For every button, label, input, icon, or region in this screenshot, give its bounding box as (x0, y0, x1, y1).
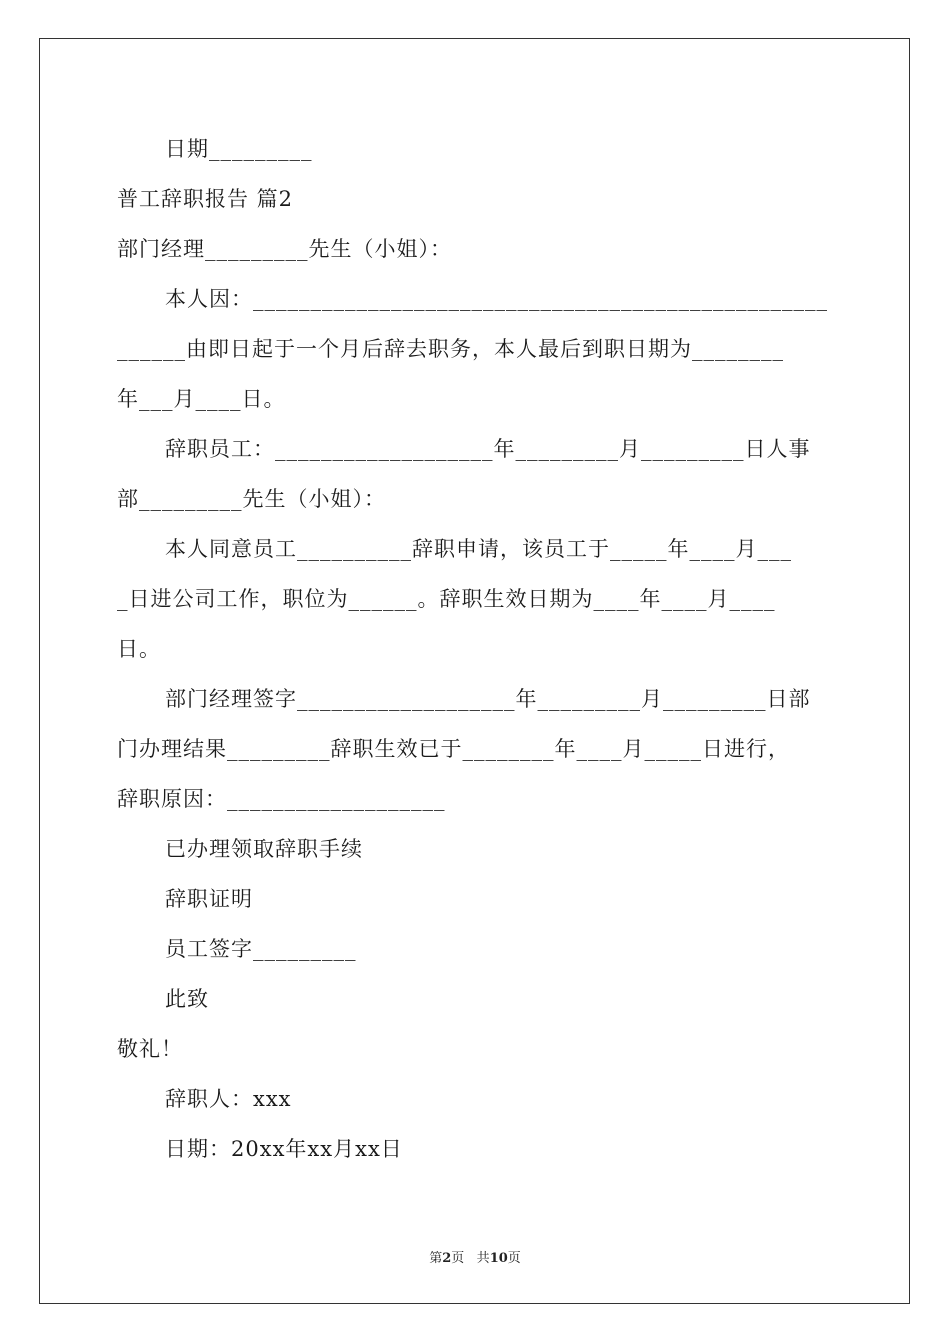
section-heading: 普工辞职报告 篇2 (117, 187, 294, 211)
position-line: _日进公司工作，职位为______。辞职生效日期为____年____月____ (117, 587, 776, 611)
certificate-line: 辞职证明 (165, 887, 253, 911)
hr-salutation-line: 部_________先生（小姐）： (117, 487, 386, 511)
total-pages: 10 (489, 1251, 508, 1266)
final-date-line: 日期：20xx年xx月xx日 (165, 1137, 403, 1161)
closing-line: 此致 (165, 987, 209, 1011)
procedure-line: 已办理领取辞职手续 (165, 837, 363, 861)
resignation-text-line: ______由即日起于一个月后辞去职务，本人最后到职日期为________ (117, 337, 784, 361)
page-footer (0, 1247, 950, 1266)
employee-signature-line: 员工签字_________ (165, 937, 357, 961)
total-suffix: 页 (507, 1251, 521, 1266)
reason-line: 本人因：__________________________________________________ (165, 287, 828, 311)
date-line: 日期_________ (165, 137, 313, 161)
page-suffix: 页 (451, 1251, 465, 1266)
approval-line: 本人同意员工__________辞职申请，该员工于_____年____月___ (165, 537, 792, 561)
page-number: 2 (442, 1251, 452, 1266)
processing-result-line: 门办理结果_________辞职生效已于________年____月_____日进行， (117, 737, 790, 761)
total-prefix: 共 (476, 1251, 490, 1266)
page-border (39, 38, 910, 1304)
manager-signature-line: 部门经理签字___________________年_________月_________日部 (165, 687, 811, 711)
effective-day-line: 日。 (117, 637, 161, 661)
regards-line: 敬礼！ (117, 1037, 183, 1061)
employee-date-line: 辞职员工：___________________年_________月_________日人事 (165, 437, 811, 461)
last-day-line: 年___月____日。 (117, 387, 286, 411)
resign-reason-line: 辞职原因：___________________ (117, 787, 446, 811)
resigner-line: 辞职人：xxx (165, 1087, 292, 1111)
page-prefix: 第 (429, 1251, 443, 1266)
salutation-line: 部门经理_________先生（小姐）： (117, 237, 452, 261)
